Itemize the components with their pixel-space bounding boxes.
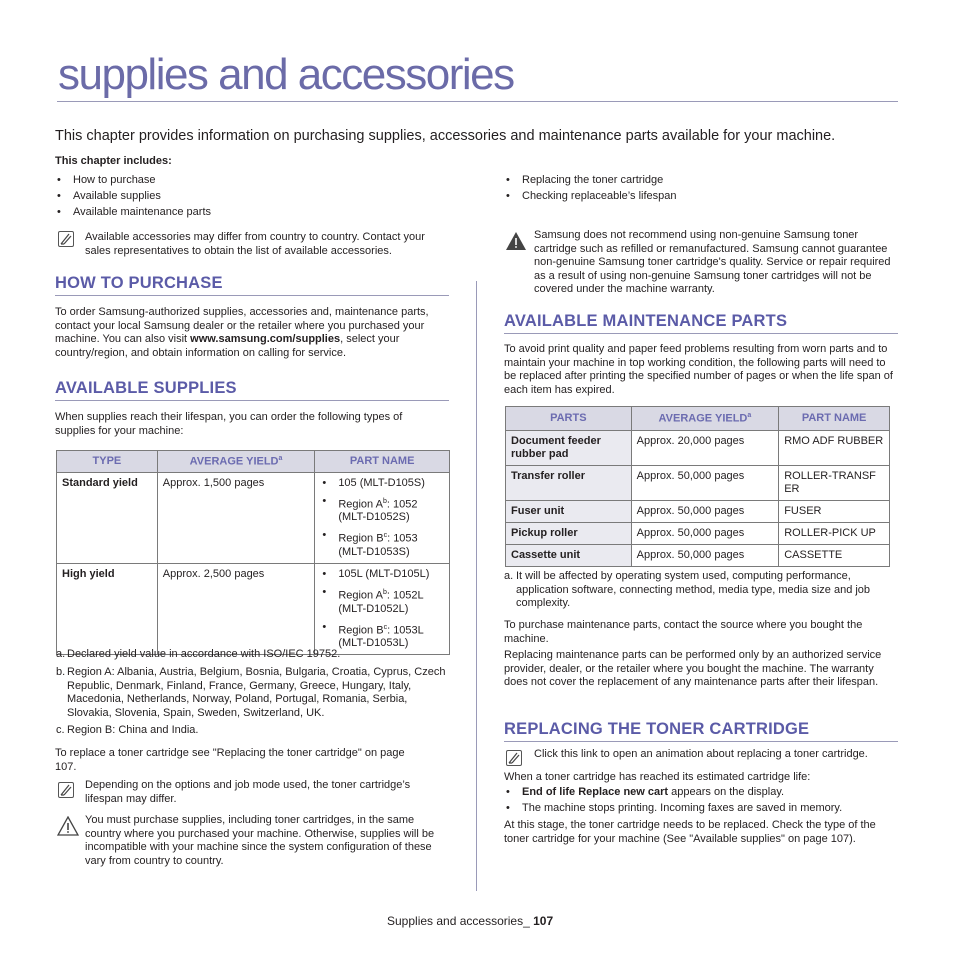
note-icon	[506, 750, 522, 766]
includes-list-right	[504, 172, 677, 204]
column-header-part-name: PART NAME	[779, 407, 890, 431]
caution-icon	[57, 816, 79, 841]
supplies-link[interactable]: www.samsung.com/supplies	[190, 333, 341, 345]
cell-yield: Approx. 50,000 pages	[631, 522, 779, 544]
maintenance-purchase-text: To purchase maintenance parts, contact the source where you bought the machine.	[504, 619, 863, 645]
replacing-list	[504, 784, 896, 816]
include-link-checking-lifespan[interactable]: • Checking replaceable’s lifespan	[504, 188, 677, 204]
table-header-row	[57, 451, 450, 473]
footnote-c: c. Region B: China and India.	[56, 724, 199, 736]
available-supplies-text: When supplies reach their lifespan, you can order the following types of supplies for your machine:	[55, 411, 403, 437]
includes-list-left	[55, 172, 211, 220]
section-heading-available-supplies: AVAILABLE SUPPLIES	[55, 379, 237, 397]
footnote-a: a. Declared yield value in accordance with ISO/IEC 19752.	[56, 648, 341, 660]
cell-part-names	[315, 472, 450, 563]
maintenance-text: To avoid print quality and paper feed problems resulting from worn parts and to maintain your machine in top working condition, the following parts will need to be replaced after printing the specified number of pages or when the life span of each item has expired.	[504, 343, 893, 396]
include-link-maintenance-parts[interactable]: • Available maintenance parts	[55, 204, 211, 220]
list-item: • 105L (MLT-D105L)	[320, 568, 444, 581]
cell-yield: Approx. 50,000 pages	[631, 544, 779, 566]
table-row	[506, 522, 890, 544]
footnote-b: b. Region A: Albania, Austria, Belgium, Bosnia, Bulgaria, Croatia, Cyprus, Czech Republic, Denmark, Finland, France, Germany, Greece, Hungary, Italy, Macedonia, Netherlands, Norway, Poland, Portugal, Romania, Serbia, Slovakia, Slovenia, Spain, Sweden, Switzerland, UK.	[56, 666, 446, 719]
section-divider	[504, 741, 898, 742]
how-to-purchase-text: To order Samsung-authorized supplies, accessories and, maintenance parts, contact your local Samsung dealer or the retailer where you purchased your machine. You can also visit www.samsung.com/supplies, select your country/region, and obtain information on calling for service.	[55, 306, 429, 359]
animation-link[interactable]: Click this link to open an animation about replacing a toner cartridge.	[534, 748, 868, 760]
table-row	[57, 563, 450, 654]
section-heading-how-to-purchase: HOW TO PURCHASE	[55, 274, 223, 292]
note-accessories: Available accessories may differ from country to country. Contact your sales representatives to obtain the list of available accessories.	[85, 231, 425, 257]
list-item: • Region $A^b$: 1052L (MLT-D1052L)	[320, 586, 444, 616]
section-divider	[504, 333, 898, 334]
cell-part-names	[315, 563, 450, 654]
list-item: • Region $A^b$: 1052 (MLT-D1052S)	[320, 495, 444, 525]
column-header-yield: AVERAGE YIELD$^a$	[631, 407, 779, 431]
cell-part-name: ROLLER-TRANSF ER	[779, 465, 890, 500]
list-item: • Region $B^c$: 1053 (MLT-D1053S)	[320, 529, 444, 559]
table-row	[57, 472, 450, 563]
cell-part: Transfer roller	[506, 465, 632, 500]
cell-yield: Approx. 20,000 pages	[631, 430, 779, 465]
list-item: • 105 (MLT-D105S)	[320, 477, 444, 490]
cell-part-name: RMO ADF RUBBER	[779, 430, 890, 465]
list-item: • The machine stops printing. Incoming faxes are saved in memory.	[504, 800, 896, 816]
footer-label: Supplies and accessories_	[387, 914, 530, 928]
caution-icon	[505, 231, 527, 256]
column-header-part-name: PART NAME	[315, 451, 450, 473]
include-link-available-supplies[interactable]: • Available supplies	[55, 188, 211, 204]
caution-same-country: You must purchase supplies, including toner cartridges, in the same country where you purchased your machine. Otherwise, supplies will be incompatible with your machine since the system configuration of these vary from country to country.	[85, 814, 435, 867]
note-icon	[58, 231, 74, 247]
title-divider	[57, 101, 898, 102]
cell-part-name: FUSER	[779, 500, 890, 522]
note-icon	[58, 782, 74, 798]
column-divider	[476, 281, 477, 891]
list-item: • Region $B^c$: 1053L (MLT-D1053L)	[320, 621, 444, 651]
cell-part-name: CASSETTE	[779, 544, 890, 566]
cell-yield: Approx. 1,500 pages	[157, 472, 315, 563]
caution-non-genuine-toner: Samsung does not recommend using non-genuine Samsung toner cartridge such as refilled or remanufactured. Samsung cannot guarantee non-genuine Samsung toner cartridge's quality. Service or repair required as a result of using non-genuine Samsung toner cartridges will not be covered under the machine warranty.	[534, 229, 891, 295]
cell-part: Cassette unit	[506, 544, 632, 566]
section-heading-maintenance-parts: AVAILABLE MAINTENANCE PARTS	[504, 312, 788, 330]
page-title: supplies and accessories	[58, 50, 514, 99]
cell-part-name: ROLLER-PICK UP	[779, 522, 890, 544]
column-header-parts: PARTS	[506, 407, 632, 431]
table-header-row	[506, 407, 890, 431]
cell-yield: Approx. 50,000 pages	[631, 465, 779, 500]
list-item: • End of life Replace new cart appears on the display.	[504, 784, 896, 800]
supplies-table	[56, 450, 450, 655]
cell-yield: Approx. 50,000 pages	[631, 500, 779, 522]
table-row	[506, 430, 890, 465]
table-row	[506, 500, 890, 522]
cell-type: High yield	[57, 563, 158, 654]
page-number: 107	[533, 914, 554, 928]
includes-label: This chapter includes:	[55, 155, 172, 167]
cell-type: Standard yield	[57, 472, 158, 563]
table-row	[506, 465, 890, 500]
column-header-yield: AVERAGE YIELD$^a$	[157, 451, 315, 473]
section-divider	[55, 295, 449, 296]
cell-part: Document feeder rubber pad	[506, 430, 632, 465]
maintenance-warranty-text: Replacing maintenance parts can be performed only by an authorized service provider, dealer, or the retailer where you bought the machine. The warranty does not cover the replacement of any maintenance parts after their lifespan.	[504, 649, 882, 688]
include-link-how-to-purchase[interactable]: • How to purchase	[55, 172, 211, 188]
maintenance-table	[505, 406, 890, 567]
replacing-closing-text: At this stage, the toner cartridge needs to be replaced. Check the type of the toner cartridge for your machine (See "Available supplies" on page 107).	[504, 819, 876, 845]
footnote-a: a. It will be affected by operating system used, computing performance, application software, connecting method, media type, media size and job complexity.	[504, 570, 871, 609]
replace-toner-reference: To replace a toner cartridge see "Replacing the toner cartridge" on page 107.	[55, 747, 405, 773]
include-link-replacing-toner[interactable]: • Replacing the toner cartridge	[504, 172, 677, 188]
cell-yield: Approx. 2,500 pages	[157, 563, 315, 654]
cell-part: Fuser unit	[506, 500, 632, 522]
section-divider	[55, 400, 449, 401]
table-row	[506, 544, 890, 566]
chapter-intro: This chapter provides information on purchasing supplies, accessories and maintenance parts available for your machine.	[55, 128, 836, 144]
replacing-lead-text: When a toner cartridge has reached its estimated cartridge life:	[504, 771, 811, 783]
section-heading-replacing-toner: REPLACING THE TONER CARTRIDGE	[504, 720, 810, 738]
page-footer	[387, 914, 553, 928]
note-toner-lifespan: Depending on the options and job mode used, the toner cartridge’s lifespan may differ.	[85, 779, 411, 805]
cell-part: Pickup roller	[506, 522, 632, 544]
column-header-type: TYPE	[57, 451, 158, 473]
